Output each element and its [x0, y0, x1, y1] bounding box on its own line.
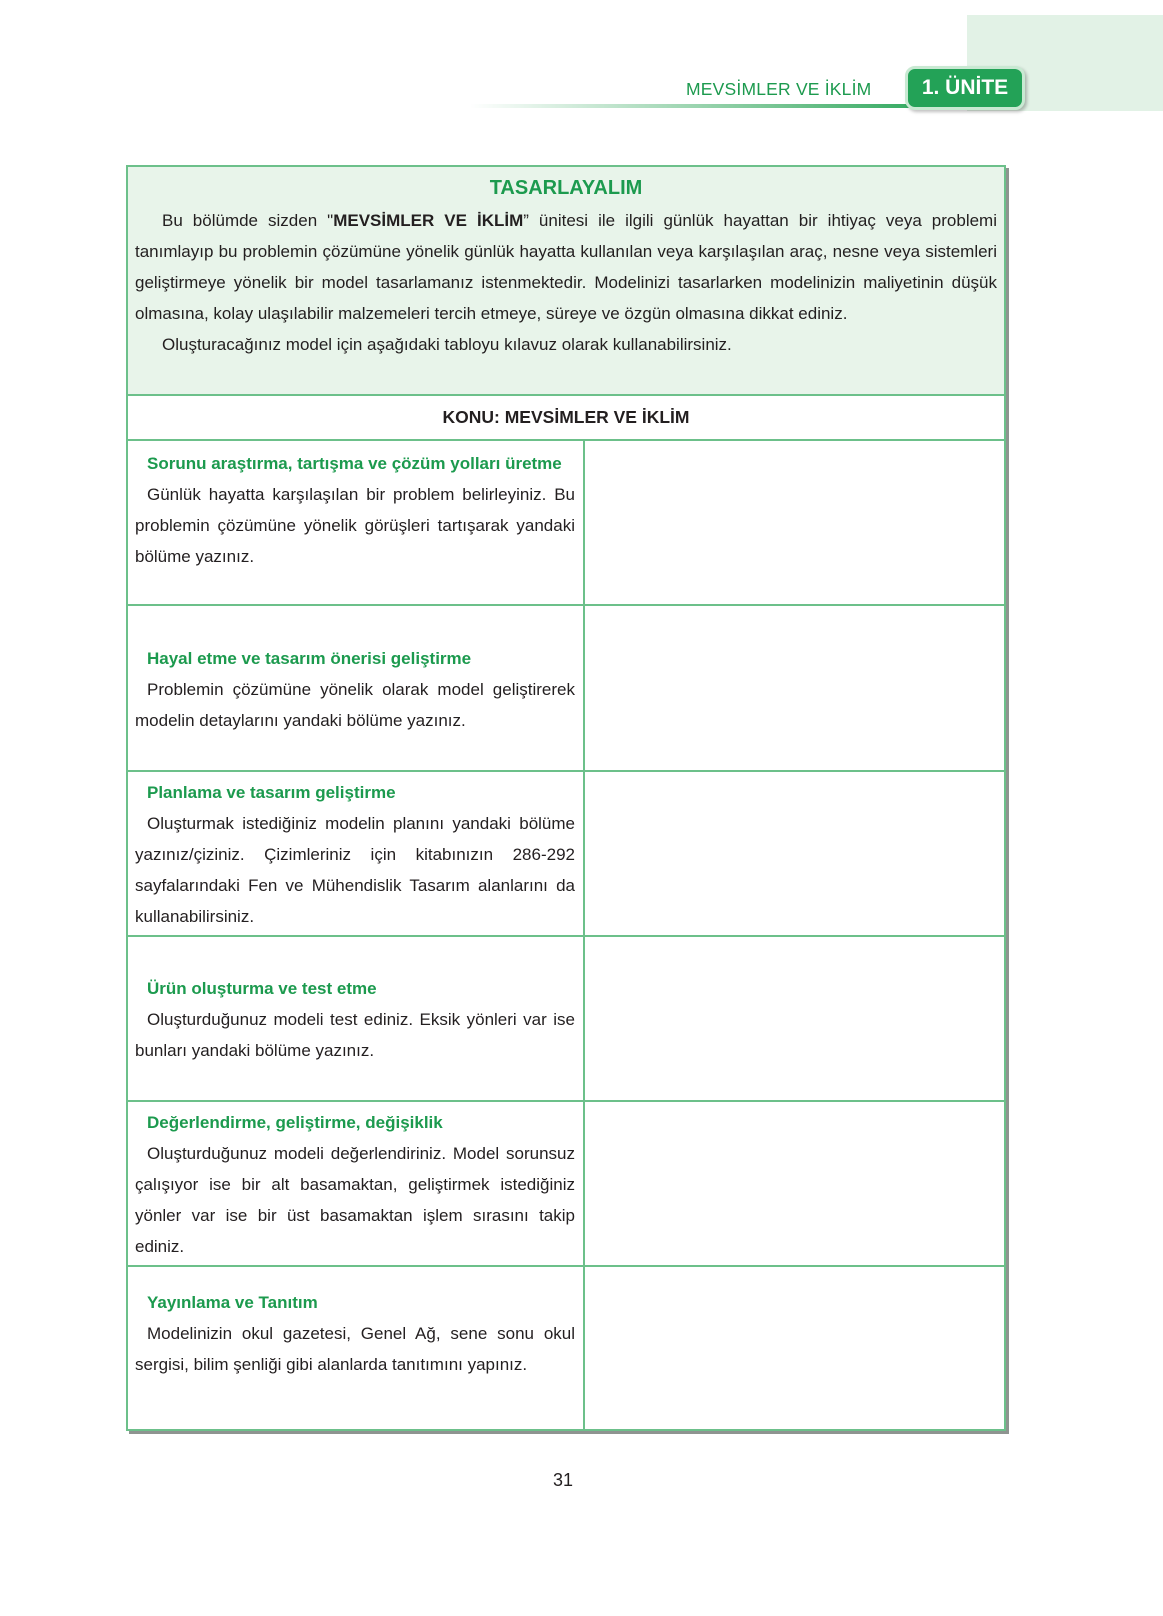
table-row [135, 448, 575, 572]
row-body: Oluşturmak istediğiniz modelin planını yandaki bölüme yazınız/çiziniz. Çizimleriniz için kitabınızın 286-292 sayfalarındaki Fen ve Mühendislik Tasarım alanlarını da kullanabilirsiniz. [135, 814, 575, 926]
row-body: Oluşturduğunuz modeli değerlendiriniz. Model sorunsuz çalışıyor ise bir alt basamaktan, geliştirmek istediğiniz yönler var ise bir üst basamaktan işlem sırasını takip ediniz. [135, 1144, 575, 1256]
intro-paragraph-2: Oluşturacağınız model için aşağıdaki tabloyu kılavuz olarak kullanabilirsiniz. [162, 335, 732, 354]
unit-title: MEVSİMLER VE İKLİM [686, 79, 872, 99]
row-divider [128, 935, 1004, 937]
table-row [135, 973, 575, 1066]
header-rule [470, 104, 940, 108]
intro-unit-name: MEVSİMLER VE İKLİM [333, 211, 524, 230]
row-heading: Hayal etme ve tasarım önerisi geliştirme [147, 649, 472, 668]
row-heading: Sorunu araştırma, tartışma ve çözüm yolları üretme [147, 454, 562, 473]
row-body: Günlük hayatta karşılaşılan bir problem belirleyiniz. Bu problemin çözümüne yönelik görüşleri tartışarak yandaki bölüme yazınız. [135, 485, 575, 566]
row-divider [128, 604, 1004, 606]
row-body: Modelinizin okul gazetesi, Genel Ağ, sene sonu okul sergisi, bilim şenliği gibi alanlarda tanıtımını yapınız. [135, 1324, 575, 1374]
table-row [135, 1287, 575, 1380]
page-number: 31 [552, 1470, 574, 1490]
table-row [135, 643, 575, 736]
row-heading: Planlama ve tasarım geliştirme [147, 783, 396, 802]
row-divider [128, 1100, 1004, 1102]
row-divider [128, 770, 1004, 772]
row-body: Oluşturduğunuz modeli test ediniz. Eksik yönleri var ise bunları yandaki bölüme yazınız. [135, 1010, 575, 1060]
intro-paragraph-1-end: ” ünitesi ile ilgili günlük hayattan bir ihtiyaç veya problemi tanımlayıp bu problemin çözümüne yönelik günlük hayatta kullanılan veya karşılaşılan araç, nesne veya sistemleri geliştirmeye yönelik bir model tasarlamanız istenmektedir. Modelinizi tasarlarken modelinizin maliyetinin düşük olmasına, kolay ulaşılabilir malzemeleri tercih etmeye, süreye ve özgün olmasına dikkat ediniz. [135, 211, 997, 323]
intro-paragraph-1-start: Bu bölümde sizden " [162, 211, 334, 230]
table-row [135, 1107, 575, 1262]
intro-section [128, 167, 1004, 396]
unit-badge: 1. ÜNİTE [905, 66, 1025, 110]
row-body: Problemin çözümüne yönelik olarak model geliştirerek modelin detaylarını yandaki bölüme yazınız. [135, 680, 575, 730]
topic-header [128, 396, 1004, 441]
row-heading: Değerlendirme, geliştirme, değişiklik [147, 1113, 443, 1132]
row-divider [128, 1265, 1004, 1267]
table-row [135, 777, 575, 932]
intro-text [135, 205, 997, 360]
intro-title: TASARLAYALIM [489, 177, 643, 199]
row-heading: Yayınlama ve Tanıtım [147, 1293, 318, 1312]
intro-paragraph-1 [135, 205, 997, 329]
row-heading: Ürün oluşturma ve test etme [147, 979, 377, 998]
design-activity-panel [126, 165, 1006, 1431]
topic-label: KONU: MEVSİMLER VE İKLİM [442, 407, 690, 427]
